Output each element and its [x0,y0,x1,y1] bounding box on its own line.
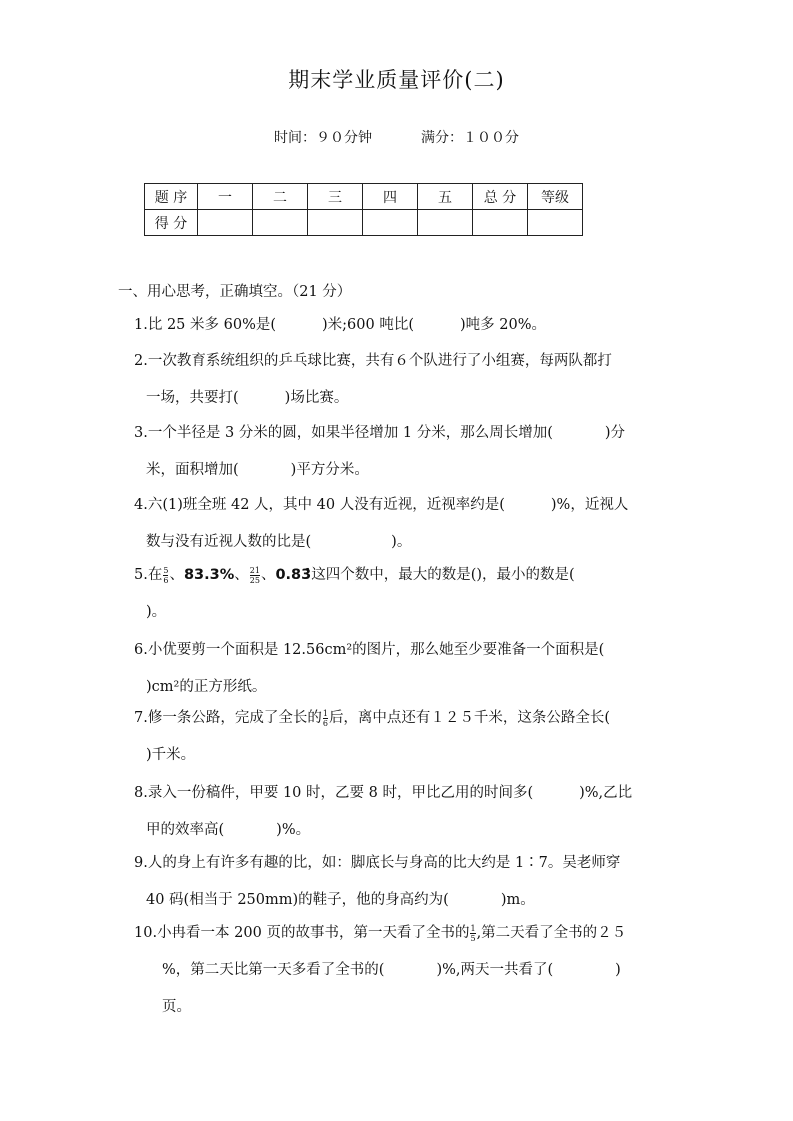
question-8 [134,775,682,849]
question-3 [134,415,682,489]
question-10 [134,915,682,1026]
question-6 [134,632,682,706]
value-decimal: 0.83̇ [275,567,312,583]
header-cell: 一 [198,184,253,210]
question-text: )米;600 吨比( [322,317,414,333]
fraction-numerator: 21 [249,565,260,575]
question-text: )吨多 20%。 [460,317,546,333]
question-text: 这四个数中，最大的数是()，最小的数是( [311,567,575,583]
score-table-header-row [145,184,583,210]
fraction-denominator: 5 [470,933,476,943]
score-cell[interactable] [253,210,308,236]
score-table [144,183,583,236]
question-number: 10. [134,925,158,941]
question-text: 甲的效率高( [146,822,225,838]
question-number: 4. [134,497,148,513]
question-text: 六(1)班全班 42 人，其中 40 人没有近视，近视率约是( [147,497,505,513]
fraction [323,709,328,728]
fraction-numerator: 5 [163,565,169,575]
question-text: )场比赛。 [284,390,349,406]
question-number: 2. [134,353,148,369]
fraction [470,924,475,943]
separator: 、 [260,567,276,583]
header-cell: 题 序 [145,184,198,210]
question-number: 6. [134,642,148,658]
question-text: 40 码(相当于 250mm)的鞋子，他的身高约为( [146,892,449,908]
question-text: 一个半径是 3 分米的圆，如果半径增加 1 分米，那么周长增加( [147,425,553,441]
question-text: )千米。 [146,747,196,763]
question-text: )。 [146,604,167,620]
score-cell[interactable] [473,210,528,236]
question-text: 后，离中点还有１２５千米，这条公路全长( [328,710,611,726]
score-cell[interactable] [198,210,253,236]
question-text: )%，近视人 [550,497,629,513]
time-label: 时间： [274,130,317,146]
question-text: )平方分米。 [290,462,369,478]
question-text: 小冉看一本 200 页的故事书，第一天看了全书的 [157,925,470,941]
score-value: １００分 [462,130,519,146]
score-cell[interactable] [528,210,583,236]
question-text: 修一条公路，完成了全长的 [147,710,322,726]
question-text: 一次教育系统组织的乒乓球比赛，共有６个队进行了小组赛，每两队都打 [147,353,612,369]
question-number: 8. [134,785,148,801]
question-2 [134,343,682,417]
question-number: 1. [134,317,148,333]
question-number: 7. [134,710,148,726]
header-cell: 四 [363,184,418,210]
fraction-denominator: 6 [163,575,169,585]
header-cell: 三 [308,184,363,210]
question-text: )m。 [500,892,535,908]
question-text: )%,乙比 [579,785,633,801]
question-text: 一场，共要打( [146,390,239,406]
header-cell: 等级 [528,184,583,210]
question-text: 页。 [162,999,191,1015]
fraction-denominator: 6 [322,718,328,728]
question-text: 在 [147,567,163,583]
header-cell: 总 分 [473,184,528,210]
header-cell: 五 [418,184,473,210]
question-4 [134,487,682,561]
question-text: ,第二天看了全书的２５ [476,925,627,941]
row-label-cell: 得 分 [145,210,198,236]
time-value: ９０分钟 [316,130,373,146]
question-text: 小优要剪一个面积是 12.56cm²的图片，那么她至少要准备一个面积是( [147,642,605,658]
question-9 [134,845,682,919]
question-number: 9. [134,855,148,871]
question-number: 3. [134,425,148,441]
question-text: %，第二天比第一天多看了全书的( [162,962,385,978]
question-text: )分 [604,425,626,441]
question-1 [134,307,682,344]
score-cell[interactable] [363,210,418,236]
section-title: 一、用心思考，正确填空。（21 分） [118,284,352,300]
question-text: 人的身上有许多有趣的比，如：脚底长与身高的比大约是 1∶7。吴老师穿 [147,855,621,871]
fraction [250,566,260,585]
question-text: )%。 [276,822,311,838]
fraction-numerator: 1 [322,708,328,718]
question-text: )%,两天一共看了( [436,962,554,978]
score-cell[interactable] [418,210,473,236]
question-text: 米，面积增加( [146,462,239,478]
score-cell[interactable] [308,210,363,236]
question-text: 录入一份稿件，甲要 10 时，乙要 8 时，甲比乙用的时间多( [147,785,534,801]
header-cell: 二 [253,184,308,210]
separator: 、 [169,567,184,583]
fraction-numerator: 1 [470,923,476,933]
question-7 [134,700,682,774]
fraction [163,566,168,585]
score-label: 满分： [420,130,463,146]
separator: 、 [234,567,249,583]
question-number: 5. [134,567,148,583]
score-table-score-row [145,210,583,236]
question-text: )。 [391,534,412,550]
question-text: 数与没有近视人数的比是( [146,534,312,550]
page-title: 期末学业质量评价(二) [288,68,505,92]
question-text: ) [615,962,621,978]
question-text: )cm²的正方形纸。 [146,679,267,695]
question-text: 比 25 米多 60%是( [147,317,277,333]
value-percent: 83.3% [183,567,235,583]
question-5 [134,557,682,631]
fraction-denominator: 25 [249,575,260,585]
exam-meta [0,127,793,147]
